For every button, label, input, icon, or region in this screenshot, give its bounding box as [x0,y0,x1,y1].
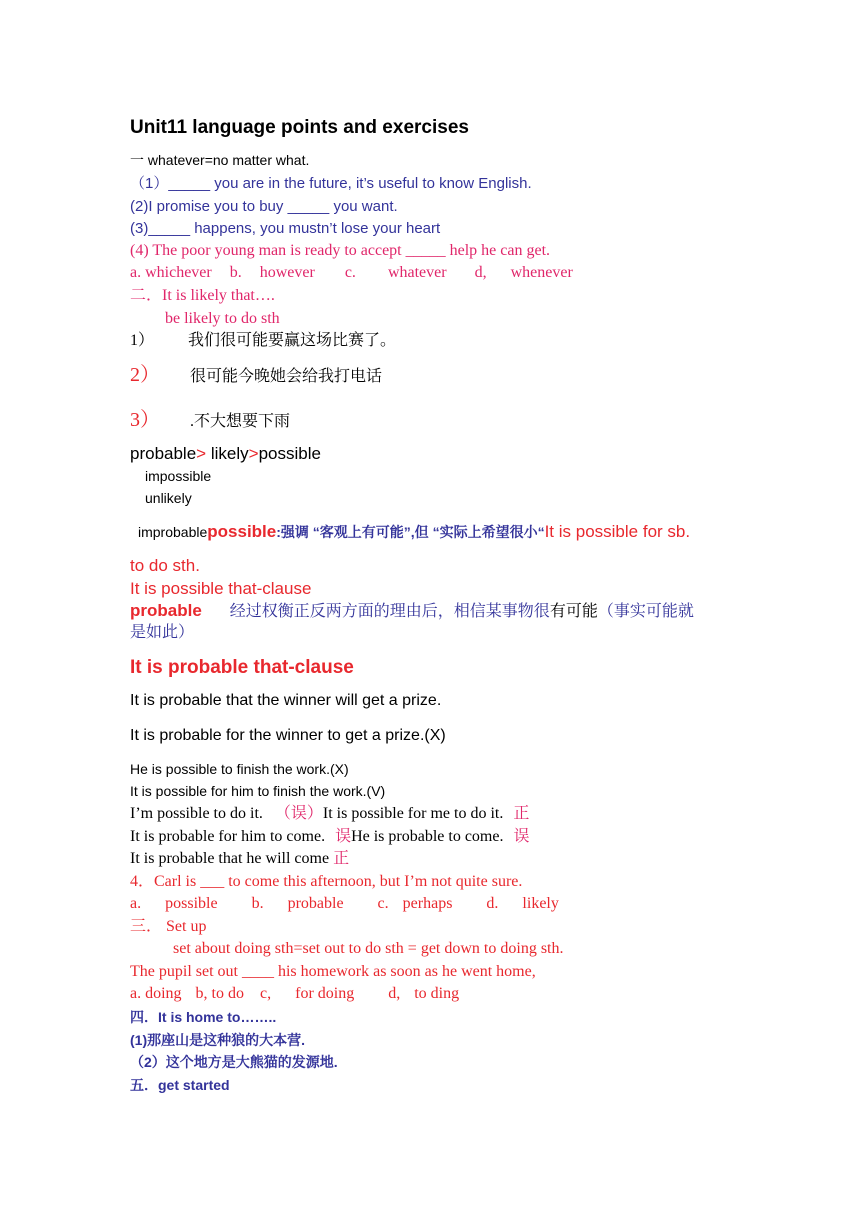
example-6 [130,828,530,846]
example-7 [130,850,349,868]
section-2-question-4: 4．Carl is ___ to come this afternoon, but I’m not quite sure. [130,873,523,890]
probable-note: 经过权衡正反两方面的理由后，相信某事物很 [229,603,550,620]
q4-option-a-label: a. [130,895,142,912]
example-6-b: He is probable to come. [351,828,504,845]
example-5 [130,805,529,823]
item-3-number: 3） [130,409,160,431]
example-5-wrong: I’m possible to do it. [130,805,263,822]
option-b: however [259,264,315,281]
example-7-text: It is probable that he will come [130,850,330,867]
section-4-question-1: (1)那座山是这种狼的大本营. [130,1032,305,1048]
section-4-heading: 四．It is home to…….. [130,1009,277,1025]
s3-option-c-label: c, [260,985,272,1002]
possible-example-1b: to do sth. [130,556,200,575]
item-3-text: .不大想要下雨 [190,413,291,430]
option-d-label: d, [474,264,487,281]
item-1-number: 1） [130,332,155,349]
section-2-heading: 二．It is likely that…. [130,287,275,304]
section-4-question-2: （2）这个地方是大熊猫的发源地. [130,1054,338,1070]
example-6-mark-2: 误 [513,828,530,845]
section-2-item-1 [130,332,396,350]
section-1-question-1: （1）_____ you are in the future, it’s useful to know English. [130,175,532,192]
example-2: It is probable for the winner to get a prize.(X) [130,727,446,744]
section-3-heading: 三． Set up [130,918,207,935]
q4-option-a: possible [165,895,218,912]
compare-likely: likely [206,444,249,463]
probable-definition [130,601,694,621]
section-5-heading: 五．get started [130,1077,230,1093]
page-title: Unit11 language points and exercises [130,117,469,138]
q4-option-c: perhaps [402,895,453,912]
section-3-sub: set about doing sth=set out to do sth = get down to doing sth. [173,940,564,957]
possible-example-2: It is possible that-clause [130,579,312,598]
negation-unlikely: unlikely [145,490,192,506]
option-a: a. whichever [130,264,212,281]
example-5-mark-right: 正 [513,805,530,822]
section-2-question-4-options [130,895,559,913]
probable-label: probable [130,601,202,620]
s3-option-c: for doing [295,985,355,1002]
q4-option-c-label: c. [377,895,389,912]
possible-label: possible [207,522,277,541]
probable-note-black: 有可能 [549,603,598,620]
section-1-heading: 一 whatever=no matter what. [130,152,310,168]
compare-probable: probable [130,444,197,463]
item-2-number: 2） [130,364,160,386]
compare-gt-1: > [196,444,207,463]
s3-option-d: to ding [414,985,460,1002]
q4-option-d: likely [522,895,559,912]
item-1-text: 我们很可能要赢这场比赛了。 [188,332,397,349]
negation-impossible: impossible [145,468,212,484]
section-1-question-4: (4) The poor young man is ready to accept _____ help he can get. [130,242,551,259]
option-c: whatever [387,264,447,281]
probable-note-line-2: 是如此） [130,624,195,641]
possible-note: :强调 “客观上有可能”,但 “实际上希望很小“ [276,524,545,540]
section-3-options [130,985,459,1003]
section-1-options [130,264,573,282]
option-c-label: c. [344,264,356,281]
improbable-word: improbable [138,524,208,540]
possible-definition [138,522,690,542]
example-7-mark: 正 [333,850,350,867]
q4-option-b-label: b. [251,895,264,912]
s3-option-d-label: d, [388,985,401,1002]
section-2-sub: be likely to do sth [165,310,280,327]
option-d: whenever [510,264,573,281]
comparison-line [130,444,321,464]
q4-option-b: probable [287,895,344,912]
example-4: It is possible for him to finish the work.(V) [130,783,386,799]
s3-option-a: a. doing [130,985,182,1002]
option-b-label: b. [229,264,242,281]
section-1-question-3: (3)_____ happens, you mustn’t lose your heart [130,220,441,237]
example-6-mark-1: 误 [335,828,352,845]
section-3-question: The pupil set out ____ his homework as soon as he went home, [130,963,536,980]
compare-gt-2: > [248,444,259,463]
q4-option-d-label: d. [486,895,499,912]
compare-possible: possible [258,444,321,463]
example-6-a: It is probable for him to come. [130,828,326,845]
example-5-right: It is possible for me to do it. [322,805,504,822]
example-5-mark-wrong: （误） [274,805,323,822]
probable-heading: It is probable that-clause [130,657,354,678]
possible-example-1: It is possible for sb. [544,522,691,541]
s3-option-b: b, to do [195,985,244,1002]
example-3: He is possible to finish the work.(X) [130,761,349,777]
example-1: It is probable that the winner will get a prize. [130,692,442,709]
probable-note-end: （事实可能就 [597,603,694,620]
item-2-text: 很可能今晚她会给我打电话 [190,368,383,385]
section-1-question-2: (2)I promise you to buy _____ you want. [130,198,398,215]
section-2-item-3 [130,409,290,432]
section-2-item-2 [130,364,382,387]
